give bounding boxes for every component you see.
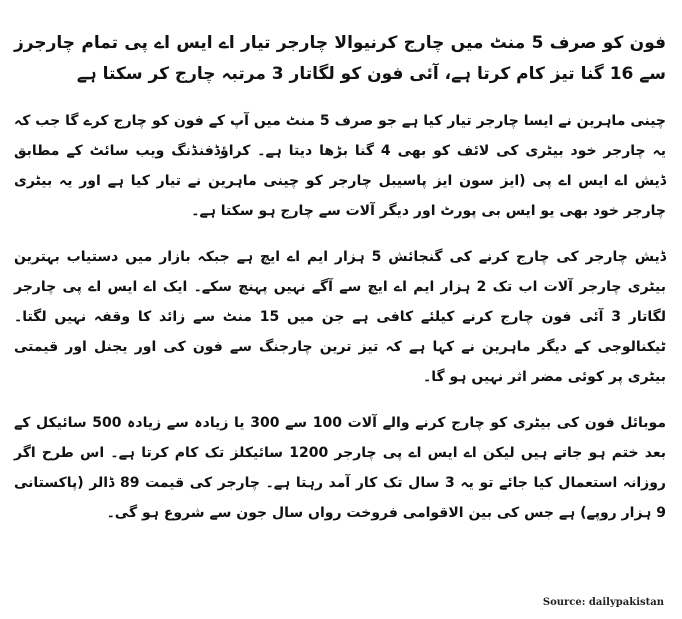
article-paragraph-2: ڈیش چارجر کی چارج کرنے کی گنجائش 5 ہزار ایم اے ایچ ہے جبکہ بازار میں دستیاب بہترین بیٹری چارجر آلات اب تک 2 ہزار ایم اے ایچ سے آگے نہیں پہنچ سکے۔ ایک اے ایس اے پی چارجر لگاتار 3 آئی فون چارج کرنے کیلئے کافی ہے جن میں 15 منٹ سے زائد کا وقفہ نہیں لگتا۔ ٹیکنالوجی کے دیگر ماہرین نے کہا ہے کہ تیز ترین چارجنگ سے فون کی اور یجنل اور قیمتی بیٹری پر کوئی مضر اثر نہیں ہو گا۔ <box>14 249 667 385</box>
article-paragraph-3: موبائل فون کی بیٹری کو چارج کرنے والے آلات 100 سے 300 یا زیادہ سے زیادہ 500 سائیکل کے بعد ختم ہو جاتے ہیں لیکن اے ایس اے پی چارجر 1200 سائیکلز تک کام کرتا ہے۔ اس طرح اگر روزانہ استعمال کیا جائے تو یہ 3 سال تک کار آمد رہتا ہے۔ چارجر کی قیمت 89 ڈالر (پاکستانی 9 ہزار روپے) ہے جس کی بین الاقوامی فروخت رواں سال جون سے شروع ہو گی۔ <box>14 415 667 521</box>
article <box>14 28 666 544</box>
article-paragraph-1: چینی ماہرین نے ایسا چارجر تیار کیا ہے جو صرف 5 منٹ میں آپ کے فون کو چارج کرے گا جب کہ یہ چارجر خود بیٹری کی لائف کو بھی 4 گنا بڑھا دیتا ہے۔ کراؤڈفنڈنگ ویب سائٹ کے مطابق ڈیش اے ایس اے پی (ایز سون ایز پاسیبل چارجر کو چینی ماہرین نے تیار کیا ہے اور یہ بیٹری چارجر خود بھی یو ایس بی پورٹ اور دیگر آلات سے چارج ہو سکتا ہے۔ <box>14 113 666 219</box>
article-headline: فون کو صرف 5 منٹ میں چارج کرنیوالا چارجر تیار اے ایس اے پی تمام چارجرز سے 16 گنا تیز کام کرتا ہے، آئی فون کو لگاتار 3 مرتبہ چارج کر سکتا ہے <box>14 33 666 84</box>
source-credit: Source: dailypakistan <box>542 597 664 608</box>
